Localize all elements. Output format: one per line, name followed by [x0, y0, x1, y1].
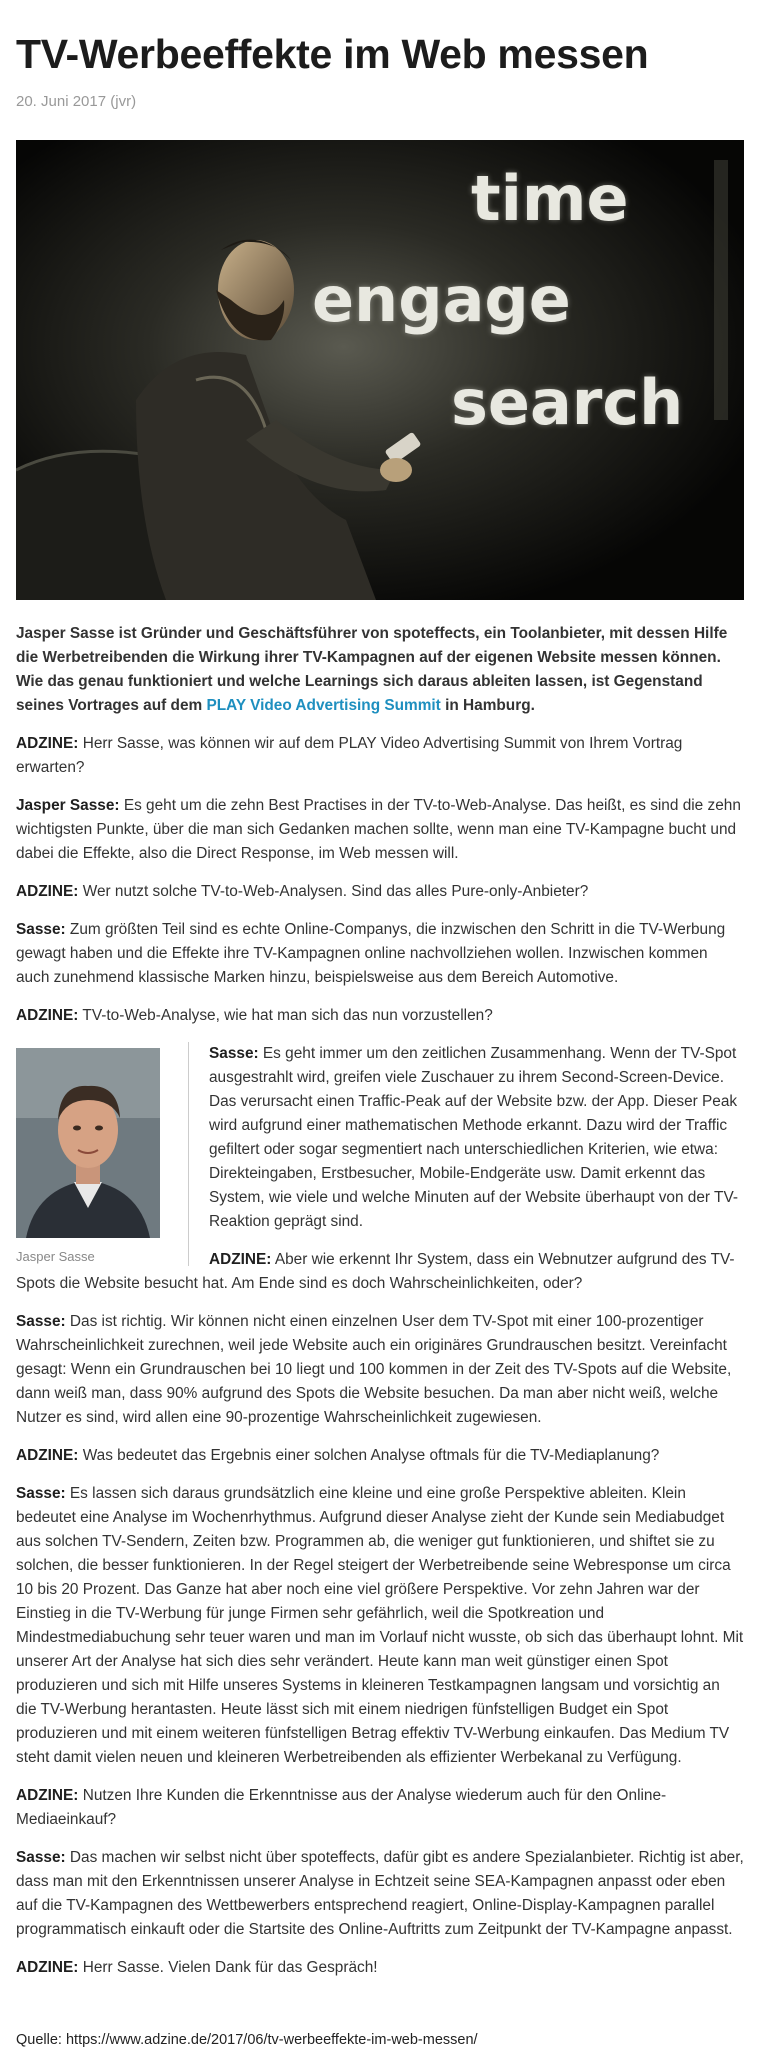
- paragraph-text: Das machen wir selbst nicht über spoteffects, dafür gibt es andere Spezialanbieter. Richtig ist aber, dass man mit den Erkenntnissen unserer Analyse in Echtzeit seine SEA-Kampagnen anpasst oder eben auf die TV-Kampagnen des Wettbewerbers entsprechend reagiert, Online-Display-Kampagnen parallel programmatisch einkauft oder die Startsite des Online-Auftritts zum Zeitpunkt der TV-Kampagne anpasst.: [16, 1849, 744, 1938]
- speaker-label: Sasse:: [16, 921, 66, 938]
- page-title: TV-Werbeeffekte im Web messen: [16, 31, 649, 77]
- article-body: [16, 622, 744, 1994]
- interview-paragraph: [16, 732, 744, 780]
- speaker-label: Sasse:: [209, 1045, 259, 1062]
- interview-paragraph: [16, 1846, 744, 1942]
- speaker-label: ADZINE:: [16, 1007, 79, 1024]
- interview-paragraph: [16, 794, 744, 866]
- portrait-caption: Jasper Sasse: [16, 1249, 95, 1264]
- interview-paragraph: [16, 1482, 744, 1770]
- speaker-label: Sasse:: [16, 1313, 66, 1330]
- hero-word-search: search: [451, 366, 684, 439]
- paragraph-text: Es lassen sich daraus grundsätzlich eine kleine und eine große Perspektive ableiten. Klein bedeutet eine Analyse im Wochenrhythmus. Aufgrund dieser Analyse zieht der Kunde sein Mediabudget aus solchen TV-Sendern, Zeiten bzw. Programmen ab, die weniger gut funktionieren, und shiftet sie zu solchen, die besser funktionieren. In der Regel steigert der Werbetreibende seine Webresponse um circa 10 bis 20 Prozent. Das Ganze hat aber noch eine viel größere Perspektive. Vor zehn Jahren war der Einstieg in die TV-Werbung für junge Firmen sehr gefährlich, weil die Spotkreation und Mindestmediabuchung sehr teuer waren und man im Vorlauf nicht wusste, ob sich das überhaupt lohnt. Mit unserer Art der Analyse hat sich dies sehr verändert. Heute kann man weit günstiger einen Spot produzieren und sich mit Hilfe unseres Systems in kleineren Testkampagnen langsam und vorsichtig an die TV-Werbung herantasten. Heute lässt sich mit einem niedrigen fünfstelligen Budget ein Spot produzieren und mit einem weiteren fünfstelligen Betrag effektiv TV-Werbung einkaufen. Das Medium TV steht damit vielen neuen und kleineren Werbetreibenden als effizienter Werbekanal zu Verfügung.: [16, 1485, 744, 1766]
- paragraph-text: Es geht um die zehn Best Practises in der TV-to-Web-Analyse. Das heißt, es sind die zehn wichtigsten Punkte, über die man sich Gedanken machen sollte, wenn man eine TV-Kampagne bucht und dabei die Effekte, also die Direct Response, im Web messen will.: [16, 797, 741, 862]
- paragraph-text: Was bedeutet das Ergebnis einer solchen Analyse oftmals für die TV-Mediaplanung?: [78, 1447, 660, 1464]
- portrait-figure: [16, 1042, 189, 1266]
- paragraph-text: Es geht immer um den zeitlichen Zusammenhang. Wenn der TV-Spot ausgestrahlt wird, greifen viele Zuschauer zu ihrem Second-Screen-Device. Das verursacht einen Traffic-Peak auf der Website bzw. der App. Dieser Peak wird aufgrund einer mathematischen Methode erkannt. Dazu wird der Traffic gefiltert oder sogar segmentiert nach unterschiedlichen Kriterien, wie etwa: Direkteingaben, Erstbesucher, Mobile-Endgeräte usw. Damit erkennt das System, wie viele und welche Minuten auf der Website überhaupt von der TV-Reaktion geprägt sind.: [209, 1045, 738, 1230]
- speaker-label: Sasse:: [16, 1849, 66, 1866]
- article-date: 20. Juni 2017 (jvr): [16, 93, 137, 110]
- paragraph-text: TV-to-Web-Analyse, wie hat man sich das nun vorzustellen?: [78, 1007, 493, 1024]
- lead-text: Jasper Sasse ist Gründer und Geschäftsführer von spoteffects, ein Toolanbieter, mit dessen Hilfe die Werbetreibenden die Wirkung ihrer TV-Kampagnen auf der eigenen Website messen können. Wie das genau funktioniert und welche Learnings sich daraus ableiten lassen, ist Gegenstand seines Vortrages auf dem: [16, 625, 728, 714]
- speaker-label: ADZINE:: [16, 1447, 79, 1464]
- hero-word-engage: engage: [312, 263, 571, 336]
- interview-paragraph: [16, 1784, 744, 1832]
- paragraph-text: Herr Sasse. Vielen Dank für das Gespräch!: [78, 1959, 378, 1976]
- hero-word-time: time: [471, 162, 629, 235]
- speaker-label: ADZINE:: [209, 1251, 272, 1268]
- speaker-label: ADZINE:: [16, 735, 79, 752]
- source-line: Quelle: https://www.adzine.de/2017/06/tv-werbeeffekte-im-web-messen/: [16, 2032, 478, 2048]
- interview-paragraph: [16, 1310, 744, 1430]
- interview-paragraph: [16, 918, 744, 990]
- speaker-label: ADZINE:: [16, 1959, 79, 1976]
- interview-paragraph: [16, 1956, 744, 1980]
- interview-paragraph: [16, 1444, 744, 1468]
- paragraph-text: Herr Sasse, was können wir auf dem PLAY Video Advertising Summit von Ihrem Vortrag erwarten?: [16, 735, 683, 776]
- paragraph-text: Das ist richtig. Wir können nicht einen einzelnen User dem TV-Spot mit einer 100-prozentiger Wahrscheinlichkeit zurechnen, weil jede Website auch ein originäres Grundrauschen besitzt. Vereinfacht gesagt: Wenn ein Grundrauschen bei 10 liegt und 100 kommen in der Zeit des TV-Spots auf die Website, dann weiß man, dass 90% aufgrund des Spots die Website besuchen. Da man aber nicht weiß, welche Nutzer es sind, wird allen eine 90-prozentige Wahrscheinlichkeit zugewiesen.: [16, 1313, 732, 1426]
- lead-text-end: in Hamburg.: [440, 697, 535, 714]
- lead-paragraph: [16, 622, 744, 718]
- speaker-label: Jasper Sasse:: [16, 797, 120, 814]
- interview-paragraph: [16, 880, 744, 904]
- paragraph-text: Wer nutzt solche TV-to-Web-Analysen. Sind das alles Pure-only-Anbieter?: [78, 883, 589, 900]
- speaker-label: Sasse:: [16, 1485, 66, 1502]
- speaker-label: ADZINE:: [16, 883, 79, 900]
- interview-paragraph: [16, 1004, 744, 1028]
- hero-image: [16, 140, 744, 600]
- summit-link[interactable]: PLAY Video Advertising Summit: [206, 697, 441, 714]
- article-header: [16, 0, 744, 112]
- paragraph-text: Aber wie erkennt Ihr System, dass ein Webnutzer aufgrund des TV-Spots die Website besucht hat. Am Ende sind es doch Wahrscheinlichkeiten, oder?: [16, 1251, 735, 1292]
- paragraph-text: Zum größten Teil sind es echte Online-Companys, die inzwischen den Schritt in die TV-Werbung gewagt haben und die Effekte ihre TV-Kampagnen online nachvollziehen wollen. Inzwischen kommen auch zunehmend klassische Marken hinzu, beispielsweise aus dem Bereich Automotive.: [16, 921, 726, 986]
- speaker-label: ADZINE:: [16, 1787, 79, 1804]
- portrait-photo: [16, 1048, 160, 1238]
- paragraph-text: Nutzen Ihre Kunden die Erkenntnisse aus der Analyse wiederum auch für den Online-Mediaeinkauf?: [16, 1787, 667, 1828]
